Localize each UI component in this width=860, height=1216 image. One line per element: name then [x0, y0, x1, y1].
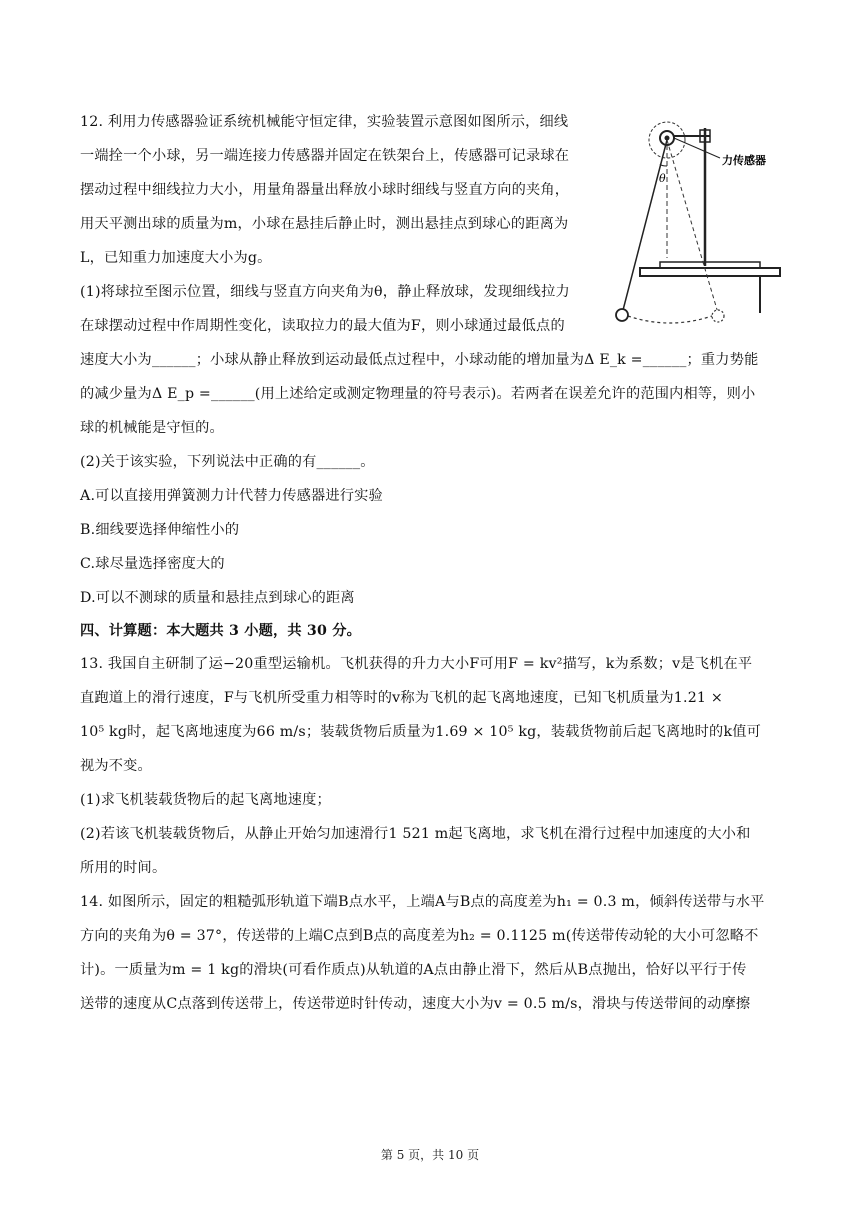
q13-line-7: 所用的时间。 [80, 860, 167, 876]
q12-line-9: 的减少量为Δ E_p =______(用上述给定或测定物理量的符号表示)。若两者在误差允许的范围内相等，则小 [80, 386, 756, 402]
q13-line-5: (1)求飞机装载货物后的起飞离地速度； [80, 792, 331, 808]
string [622, 140, 667, 314]
angle-label: θ [659, 172, 666, 185]
q12-option-d: D.可以不测球的质量和悬挂点到球心的距离 [80, 590, 355, 606]
sensor-label: 力传感器 [722, 154, 766, 167]
q14-line-1: 14. 如图所示，固定的粗糙弧形轨道下端B点水平，上端A与B点的高度差为h₁ = 0.3 m，倾斜传送带与水平 [80, 894, 765, 910]
ball-other-side [712, 310, 724, 322]
q13-line-6: (2)若该飞机装载货物后，从静止开始匀加速滑行1 521 m起飞离地，求飞机在滑行过程中加速度的大小和 [80, 826, 751, 842]
q12-line-7: 在球摆动过程中作周期性变化，读取拉力的最大值为F，则小球通过最低点的 [80, 318, 565, 334]
page-footer: 第 5 页，共 10 页 [380, 1148, 480, 1162]
q13-line-1: 13. 我国自主研制了运−20重型运输机。飞机获得的升力大小F可用F = kv²描写，k为系数；v是飞机在平 [80, 656, 753, 672]
q12-line-8: 速度大小为______；小球从静止释放到运动最低点过程中，小球动能的增加量为Δ E_k =______；重力势能 [80, 352, 759, 368]
sensor-center [665, 136, 670, 141]
q13-line-3: 10⁵ kg时，起飞离地速度为66 m/s；装载货物后质量为1.69 × 10⁵ kg，装载货物前后起飞离地时的k值可 [80, 724, 762, 740]
q12-line-11: (2)关于该实验，下列说法中正确的有______。 [80, 454, 375, 470]
q12-option-a: A.可以直接用弹簧测力计代替力传感器进行实验 [80, 488, 383, 504]
q14-line-3: 计)。一质量为m = 1 kg的滑块(可看作质点)从轨道的A点由静止滑下，然后从B点抛出，恰好以平行于传 [80, 962, 747, 978]
q13-line-2: 直跑道上的滑行速度，F与飞机所受重力相等时的v称为飞机的起飞离地速度，已知飞机质量为1.21 × [80, 690, 723, 706]
q12-line-6: (1)将球拉至图示位置，细线与竖直方向夹角为θ，静止释放球，发现细线拉力 [80, 284, 570, 300]
q14-line-2: 方向的夹角为θ = 37°，传送带的上端C点到B点的高度差为h₂ = 0.1125 m(传送带传动轮的大小可忽略不 [80, 928, 759, 944]
q12-line-5: L，已知重力加速度大小为g。 [80, 250, 272, 266]
stand-base [640, 268, 780, 276]
label-leader-line [674, 138, 720, 158]
string-swing-other [667, 140, 718, 313]
q12-option-b: B.细线要选择伸缩性小的 [80, 522, 240, 538]
ball-released [616, 309, 628, 321]
q13-line-4: 视为不变。 [80, 758, 152, 774]
section-4-heading: 四、计算题：本大题共 3 小题，共 30 分。 [80, 623, 361, 639]
q12-option-c: C.球尽量选择密度大的 [80, 556, 225, 572]
swing-arc [628, 316, 712, 323]
q12-line-10: 球的机械能是守恒的。 [80, 420, 224, 436]
q14-line-4: 送带的速度从C点落到传送带上，传送带逆时针传动，速度大小为v = 0.5 m/s，滑块与传送带间的动摩擦 [80, 996, 751, 1012]
q12-line-3: 摆动过程中细线拉力大小，用量角器量出释放小球时细线与竖直方向的夹角， [80, 182, 570, 198]
q12-line-1: 12. 利用力传感器验证系统机械能守恒定律，实验装置示意图如图所示，细线 [80, 114, 569, 130]
q12-line-2: 一端拴一个小球，另一端连接力传感器并固定在铁架台上，传感器可记录球在 [80, 148, 570, 164]
pendulum-apparatus-figure [610, 118, 790, 328]
q12-line-4: 用天平测出球的质量为m，小球在悬挂后静止时，测出悬挂点到球心的距离为 [80, 216, 569, 232]
